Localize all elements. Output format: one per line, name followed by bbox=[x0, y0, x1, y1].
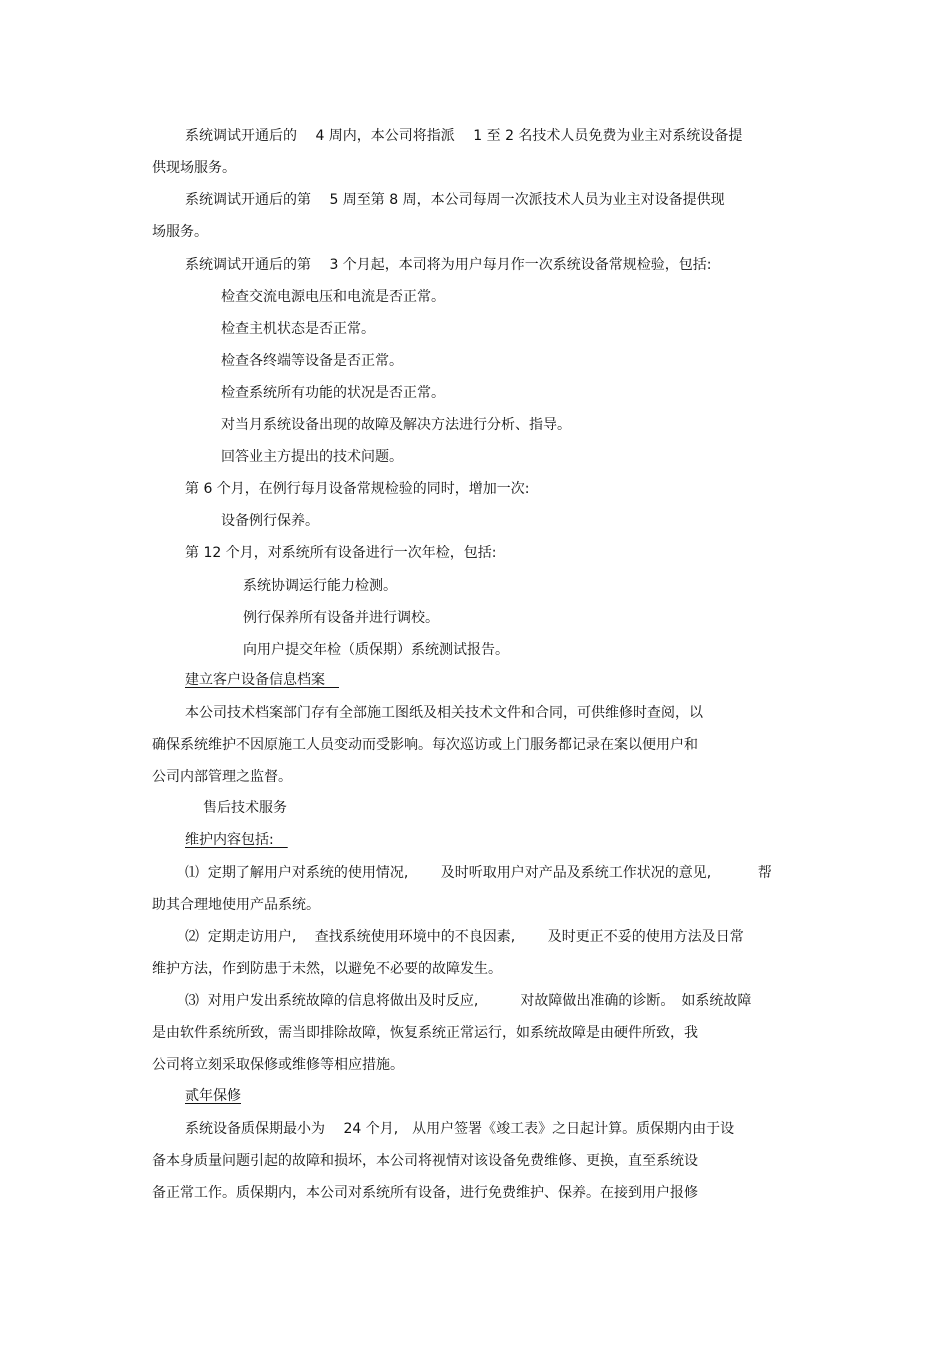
list-item: 系统协调运行能力检测。 bbox=[243, 578, 397, 594]
paragraph-line: 系统调试开通后的第 3 个月起，本司将为用户每月作一次系统设备常规检验，包括: bbox=[185, 257, 712, 273]
paragraph-line: ⑶ 对用户发出系统故障的信息将做出及时反应, 对故障做出准确的诊断。 如系统故障 bbox=[185, 993, 752, 1009]
paragraph-line: 维护方法，作到防患于未然，以避免不必要的故障发生。 bbox=[152, 961, 502, 977]
paragraph-line: 公司内部管理之监督。 bbox=[152, 769, 292, 785]
section-heading-warranty: 贰年保修 bbox=[185, 1088, 241, 1104]
list-item: 向用户提交年检（质保期）系统测试报告。 bbox=[243, 642, 509, 658]
list-item: 设备例行保养。 bbox=[221, 513, 319, 529]
paragraph-line: 系统调试开通后的 4 周内，本公司将指派 1 至 2 名技术人员免费为业主对系统设备提 bbox=[185, 128, 743, 144]
list-item: 检查各终端等设备是否正常。 bbox=[221, 353, 403, 369]
paragraph-line: 系统设备质保期最小为 24 个月, 从用户签署《竣工表》之日起计算。质保期内由于设 bbox=[185, 1121, 735, 1137]
paragraph-line: 本公司技术档案部门存有全部施工图纸及相关技术文件和合同，可供维修时查阅，以 bbox=[185, 705, 703, 721]
paragraph-line: ⑴ 定期了解用户对系统的使用情况, 及时听取用户对产品及系统工作状况的意见, 帮 bbox=[185, 865, 772, 881]
paragraph-line: ⑵ 定期走访用户, 查找系统使用环境中的不良因素, 及时更正不妥的使用方法及日常 bbox=[185, 929, 744, 945]
paragraph-line: 系统调试开通后的第 5 周至第 8 周，本公司每周一次派技术人员为业主对设备提供现 bbox=[185, 192, 725, 208]
section-heading-after-sales: 售后技术服务 bbox=[203, 800, 287, 816]
paragraph-line: 场服务。 bbox=[152, 224, 208, 240]
paragraph-line: 备本身质量问题引起的故障和损坏，本公司将视情对该设备免费维修、更换，直至系统设 bbox=[152, 1153, 698, 1169]
paragraph-line: 第 6 个月，在例行每月设备常规检验的同时，增加一次: bbox=[185, 481, 530, 497]
paragraph-line: 第 12 个月，对系统所有设备进行一次年检，包括: bbox=[185, 545, 497, 561]
paragraph-line: 供现场服务。 bbox=[152, 160, 236, 176]
list-item: 检查交流电源电压和电流是否正常。 bbox=[221, 289, 445, 305]
paragraph-line: 是由软件系统所致，需当即排除故障，恢复系统正常运行，如系统故障是由硬件所致，我 bbox=[152, 1025, 698, 1041]
list-item: 对当月系统设备出现的故障及解决方法进行分析、指导。 bbox=[221, 417, 571, 433]
section-heading-customer-archive: 建立客户设备信息档案 bbox=[185, 672, 339, 688]
paragraph-line: 确保系统维护不因原施工人员变动而受影响。每次巡访或上门服务都记录在案以便用户和 bbox=[152, 737, 698, 753]
list-item: 检查系统所有功能的状况是否正常。 bbox=[221, 385, 445, 401]
list-item: 例行保养所有设备并进行调校。 bbox=[243, 610, 439, 626]
list-item: 检查主机状态是否正常。 bbox=[221, 321, 375, 337]
paragraph-line: 助其合理地使用产品系统。 bbox=[152, 897, 320, 913]
list-item: 回答业主方提出的技术问题。 bbox=[221, 449, 403, 465]
paragraph-line: 公司将立刻采取保修或维修等相应措施。 bbox=[152, 1057, 404, 1073]
paragraph-line: 备正常工作。质保期内，本公司对系统所有设备，进行免费维护、保养。在接到用户报修 bbox=[152, 1185, 698, 1201]
section-heading-maintenance: 维护内容包括: bbox=[185, 832, 288, 848]
